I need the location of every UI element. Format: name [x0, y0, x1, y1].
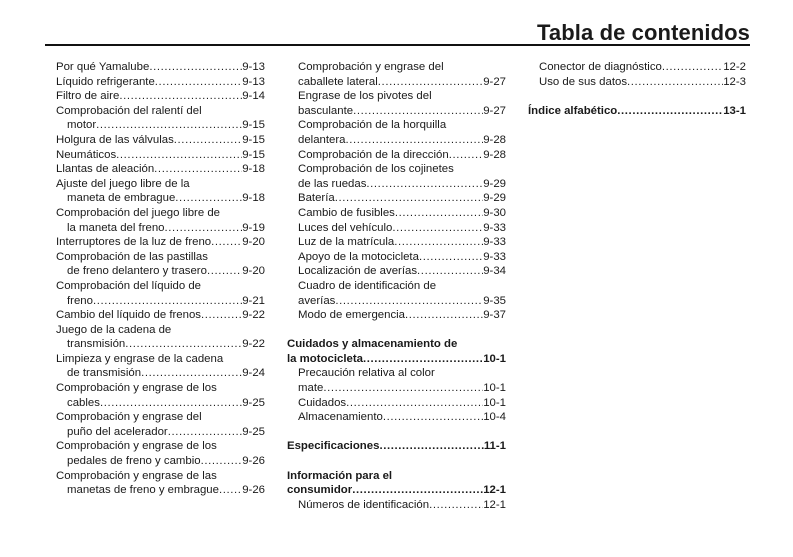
dot-leader — [207, 264, 242, 279]
toc-entry[interactable] — [56, 439, 265, 468]
toc-entry-title: la maneta del freno — [67, 221, 165, 234]
toc-entry-title: Comprobación y engrase del — [56, 411, 202, 424]
toc-entry-title: Comprobación y engrase de los — [56, 440, 217, 453]
toc-entry-line — [287, 352, 506, 367]
toc-entry[interactable] — [56, 162, 265, 177]
toc-page-number: 9-27 — [483, 75, 506, 88]
toc-entry-title: Conector de diagnóstico — [539, 61, 662, 73]
toc-page-number: 9-29 — [483, 177, 506, 190]
toc-page-number: 9-20 — [242, 236, 265, 249]
toc-entry-line — [287, 221, 506, 236]
toc-entry[interactable] — [56, 104, 265, 133]
toc-page-number: 9-33 — [483, 236, 506, 249]
toc-entry-title: Uso de sus datos — [539, 75, 628, 88]
dot-leader — [96, 118, 242, 133]
toc-entry-title: manetas de freno y embrague — [67, 484, 219, 497]
toc-entry[interactable] — [56, 89, 265, 104]
dot-leader — [353, 104, 483, 119]
toc-entry-line — [287, 75, 506, 90]
toc-entry-title: Comprobación de las pastillas — [56, 250, 208, 263]
dot-leader — [363, 352, 483, 367]
toc-page-number: 9-26 — [242, 455, 265, 468]
toc-entry[interactable] — [56, 148, 265, 163]
toc-entry-title: Especificaciones — [287, 440, 380, 453]
toc-entry-title: mate — [298, 382, 324, 395]
toc-entry-line — [287, 104, 506, 119]
toc-entry-line — [56, 191, 265, 206]
toc-entry-title: Cambio de fusibles — [298, 206, 395, 219]
toc-entry-title: Números de identificación — [298, 498, 430, 511]
toc-column-1 — [56, 60, 265, 498]
toc-entry[interactable] — [56, 250, 265, 279]
dot-leader — [417, 264, 483, 279]
toc-entry-line — [56, 366, 265, 381]
toc-page-number: 9-14 — [242, 90, 265, 103]
toc-entry-title: de freno delantero y trasero — [67, 265, 207, 278]
toc-entry-line — [56, 439, 265, 454]
toc-entry-line — [56, 352, 265, 367]
toc-entry[interactable] — [287, 235, 506, 250]
toc-entry[interactable] — [287, 206, 506, 221]
toc-entry-title: pedales de freno y cambio — [67, 455, 201, 468]
toc-entry-title: freno — [67, 294, 93, 307]
toc-page-number: 9-29 — [483, 192, 506, 205]
toc-page-number: 9-15 — [242, 119, 265, 132]
toc-entry-line — [56, 206, 265, 221]
toc-entry-title: Comprobación y engrase del — [298, 61, 444, 73]
toc-entry-title: puño del acelerador — [67, 425, 168, 438]
toc-entry-line — [287, 308, 506, 323]
toc-entry-title: Comprobación de la horquilla — [298, 119, 447, 132]
toc-page-number: 9-28 — [483, 148, 506, 161]
toc-entry-line — [287, 439, 506, 454]
toc-entry[interactable] — [56, 60, 265, 75]
toc-entry-line — [287, 148, 506, 163]
dot-leader — [366, 177, 483, 192]
toc-entry-title: transmisión — [67, 338, 126, 351]
toc-entry-line — [287, 206, 506, 221]
toc-entry[interactable] — [56, 235, 265, 250]
section-spacer — [287, 323, 506, 338]
dot-leader — [405, 308, 483, 323]
dot-leader — [155, 75, 242, 90]
toc-entry-line — [287, 410, 506, 425]
toc-entry[interactable] — [287, 498, 506, 513]
toc-entry-line — [56, 381, 265, 396]
dot-leader — [346, 396, 483, 411]
dot-leader — [346, 133, 484, 148]
toc-page-number: 9-20 — [242, 265, 265, 278]
toc-page-number: 9-22 — [242, 309, 265, 322]
toc-entry[interactable] — [287, 396, 506, 411]
dot-leader — [662, 60, 723, 75]
dot-leader — [174, 133, 242, 148]
toc-entry-line — [56, 148, 265, 163]
toc-entry-line — [56, 264, 265, 279]
dot-leader — [201, 454, 243, 469]
toc-column-3 — [528, 60, 746, 118]
toc-entry-title: de transmisión — [67, 367, 142, 380]
toc-entry-title: Líquido refrigerante — [56, 75, 155, 88]
toc-page-number: 9-18 — [242, 163, 265, 176]
toc-entry-line — [56, 483, 265, 498]
dot-leader — [116, 148, 242, 163]
toc-entry[interactable] — [56, 381, 265, 410]
toc-entry-line — [287, 469, 506, 484]
toc-entry-title: Holgura de las válvulas — [56, 133, 174, 146]
toc-entry[interactable] — [287, 250, 506, 265]
toc-entry-line — [287, 264, 506, 279]
dot-leader — [352, 483, 483, 498]
toc-page-number: 9-15 — [242, 148, 265, 161]
dot-leader — [395, 206, 483, 221]
toc-entry-title: Cambio del líquido de frenos — [56, 309, 202, 322]
toc-entry-title: basculante — [298, 104, 354, 117]
dot-leader — [449, 148, 483, 163]
toc-page-number: 10-1 — [483, 382, 506, 395]
toc-entry[interactable] — [56, 75, 265, 90]
dot-leader — [125, 337, 242, 352]
toc-page-number: 9-25 — [242, 425, 265, 438]
dot-leader — [617, 104, 723, 119]
dot-leader — [165, 221, 243, 236]
toc-entry-title: Modo de emergencia — [298, 309, 406, 322]
toc-entry-line — [287, 396, 506, 411]
toc-entry[interactable] — [56, 206, 265, 235]
toc-entry[interactable] — [287, 410, 506, 425]
dot-leader — [175, 191, 242, 206]
toc-entry-line — [56, 89, 265, 104]
dot-leader — [419, 250, 483, 265]
toc-entry-line — [287, 177, 506, 192]
toc-entry-line — [287, 60, 506, 75]
toc-entry-title: Cuidados y almacenamiento de — [287, 338, 458, 351]
toc-section-entry[interactable] — [528, 104, 746, 119]
toc-page-number: 9-21 — [242, 294, 265, 307]
toc-entry-title: Comprobación y engrase de las — [56, 469, 217, 482]
toc-entry[interactable] — [56, 410, 265, 439]
toc-entry-title: Luces del vehículo — [298, 221, 393, 234]
dot-leader — [394, 235, 483, 250]
toc-entry-line — [56, 396, 265, 411]
dot-leader — [149, 60, 242, 75]
toc-entry-title: cables — [67, 396, 100, 409]
toc-entry-line — [56, 221, 265, 236]
toc-entry-title: Batería — [298, 192, 335, 205]
toc-page-number: 9-15 — [242, 133, 265, 146]
dot-leader — [627, 75, 723, 90]
toc-entry-title: Juego de la cadena de — [56, 323, 172, 336]
toc-entry-title: caballete lateral — [298, 75, 378, 88]
toc-entry-line — [56, 118, 265, 133]
dot-leader — [201, 308, 242, 323]
title-rule — [45, 44, 750, 46]
toc-entry-title: Luz de la matrícula — [298, 236, 395, 249]
toc-entry-line — [287, 162, 506, 177]
toc-entry-title: Comprobación del juego libre de — [56, 206, 221, 219]
toc-entry-line — [56, 469, 265, 484]
toc-page-number: 9-24 — [242, 367, 265, 380]
toc-entry[interactable] — [56, 133, 265, 148]
toc-page-number: 12-3 — [723, 75, 746, 88]
toc-entry-title: averías — [298, 294, 336, 307]
toc-entry-line — [56, 425, 265, 440]
toc-entry[interactable] — [287, 279, 506, 308]
toc-entry-line — [56, 177, 265, 192]
toc-entry-title: Localización de averías — [298, 265, 418, 278]
toc-entry[interactable] — [528, 60, 746, 75]
toc-page-number: 9-18 — [242, 192, 265, 205]
toc-entry-line — [287, 337, 506, 352]
dot-leader — [379, 439, 483, 454]
toc-entry-line — [56, 454, 265, 469]
toc-entry[interactable] — [287, 89, 506, 118]
toc-page-number: 9-33 — [483, 250, 506, 263]
toc-entry[interactable] — [56, 352, 265, 381]
toc-entry-line — [56, 410, 265, 425]
toc-page-number: 12-1 — [483, 498, 506, 511]
toc-entry-line — [287, 381, 506, 396]
toc-entry-title: Filtro de aire — [56, 90, 120, 103]
toc-entry-line — [56, 294, 265, 309]
toc-entry[interactable] — [287, 366, 506, 395]
toc-entry-line — [528, 60, 746, 75]
toc-entry-title: Llantas de aleación — [56, 163, 155, 176]
toc-entry-title: Ajuste del juego libre de la — [56, 177, 190, 190]
dot-leader — [211, 235, 242, 250]
toc-entry-title: Por qué Yamalube — [56, 61, 150, 73]
toc-entry[interactable] — [56, 177, 265, 206]
toc-entry-title: Interruptores de la luz de freno — [56, 236, 212, 249]
section-spacer — [287, 425, 506, 440]
toc-entry-line — [287, 235, 506, 250]
toc-page-number: 9-34 — [483, 265, 506, 278]
toc-entry-title: Comprobación del líquido de — [56, 279, 202, 292]
toc-page-number: 9-26 — [242, 484, 265, 497]
toc-entry-title: Cuadro de identificación de — [298, 279, 437, 292]
section-spacer — [287, 454, 506, 469]
toc-entry-line — [56, 60, 265, 75]
toc-entry[interactable] — [56, 323, 265, 352]
toc-entry-line — [287, 118, 506, 133]
toc-section-entry[interactable] — [287, 439, 506, 454]
toc-entry-title: Limpieza y engrase de la cadena — [56, 352, 224, 365]
toc-entry-line — [56, 250, 265, 265]
toc-entry-title: Comprobación de la dirección — [298, 148, 449, 161]
toc-entry-line — [287, 498, 506, 513]
toc-entry-line — [56, 235, 265, 250]
toc-entry[interactable] — [287, 148, 506, 163]
toc-entry-line — [56, 162, 265, 177]
dot-leader — [141, 366, 242, 381]
toc-entry-line — [287, 89, 506, 104]
toc-page-number: 9-13 — [242, 75, 265, 88]
toc-entry-line — [287, 250, 506, 265]
toc-page-number: 12-2 — [723, 61, 746, 73]
toc-entry-line — [56, 133, 265, 148]
toc-entry-line — [287, 133, 506, 148]
dot-leader — [323, 381, 483, 396]
toc-entry-title: Índice alfabético — [528, 104, 618, 117]
toc-entry[interactable] — [287, 60, 506, 89]
toc-entry-title: Comprobación de los cojinetes — [298, 163, 454, 176]
toc-entry-title: maneta de embrague — [67, 192, 176, 205]
toc-entry[interactable] — [287, 264, 506, 279]
toc-entry[interactable] — [287, 118, 506, 147]
toc-entry-title: Cuidados — [298, 396, 347, 409]
toc-entry-title: Neumáticos — [56, 148, 117, 161]
toc-entry-title: motor — [67, 119, 97, 132]
toc-entry-line — [287, 279, 506, 294]
section-spacer — [528, 89, 746, 104]
toc-page-number: 9-19 — [242, 221, 265, 234]
toc-entry-title: Comprobación del ralentí del — [56, 104, 202, 117]
toc-page-number: 9-27 — [483, 104, 506, 117]
toc-entry-line — [56, 323, 265, 338]
toc-entry[interactable] — [56, 308, 265, 323]
toc-section-entry[interactable] — [287, 469, 506, 498]
toc-entry[interactable] — [287, 191, 506, 206]
dot-leader — [335, 294, 483, 309]
page-title: Tabla de contenidos — [537, 20, 750, 45]
toc-entry-line — [56, 75, 265, 90]
dot-leader — [93, 294, 242, 309]
dot-leader — [119, 89, 242, 104]
toc-entry-line — [287, 294, 506, 309]
toc-page-number: 9-13 — [242, 61, 265, 73]
dot-leader — [154, 162, 242, 177]
toc-section-entry[interactable] — [287, 337, 506, 366]
toc-column-2 — [287, 60, 506, 512]
toc-page-number: 9-22 — [242, 338, 265, 351]
toc-entry-line — [287, 366, 506, 381]
toc-entry-title: Información para el — [287, 469, 393, 482]
toc-entry-line — [56, 337, 265, 352]
toc-entry-line — [287, 483, 506, 498]
toc-entry-title: delantera — [298, 133, 346, 146]
dot-leader — [378, 75, 483, 90]
toc-page-number: 9-37 — [483, 309, 506, 322]
toc-entry-line — [56, 279, 265, 294]
toc-page-number: 9-33 — [483, 221, 506, 234]
toc-page-number: 10-1 — [483, 396, 506, 409]
toc-page-number: 10-1 — [483, 352, 506, 365]
toc-entry-line — [528, 104, 746, 119]
dot-leader — [100, 396, 242, 411]
toc-entry-line — [528, 75, 746, 90]
dot-leader — [335, 191, 483, 206]
toc-entry-line — [56, 308, 265, 323]
toc-entry[interactable] — [528, 75, 746, 90]
toc-page-number: 10-4 — [483, 411, 506, 424]
toc-entry-title: Almacenamiento — [298, 411, 383, 424]
toc-page-number: 9-28 — [483, 133, 506, 146]
dot-leader — [429, 498, 483, 513]
toc-entry[interactable] — [287, 308, 506, 323]
toc-entry-title: Apoyo de la motocicleta — [298, 250, 419, 263]
toc-entry[interactable] — [56, 279, 265, 308]
toc-entry-title: Precaución relativa al color — [298, 367, 435, 380]
toc-page-number: 11-1 — [483, 440, 506, 453]
toc-entry[interactable] — [56, 469, 265, 498]
toc-page-number: 13-1 — [723, 104, 746, 117]
dot-leader — [168, 425, 242, 440]
toc-page-number: 12-1 — [483, 484, 506, 497]
toc-entry-title: de las ruedas — [298, 177, 367, 190]
toc-entry[interactable] — [287, 162, 506, 191]
toc-entry-title: la motocicleta — [287, 352, 363, 365]
toc-entry-title: consumidor — [287, 484, 353, 497]
toc-entry-line — [287, 191, 506, 206]
dot-leader — [392, 221, 483, 236]
toc-page-number: 9-35 — [483, 294, 506, 307]
toc-entry[interactable] — [287, 221, 506, 236]
dot-leader — [219, 483, 242, 498]
dot-leader — [383, 410, 483, 425]
toc-entry-line — [56, 104, 265, 119]
toc-entry-title: Engrase de los pivotes del — [298, 90, 432, 103]
toc-page-number: 9-25 — [242, 396, 265, 409]
toc-entry-title: Comprobación y engrase de los — [56, 382, 217, 395]
toc-page-number: 9-30 — [483, 206, 506, 219]
